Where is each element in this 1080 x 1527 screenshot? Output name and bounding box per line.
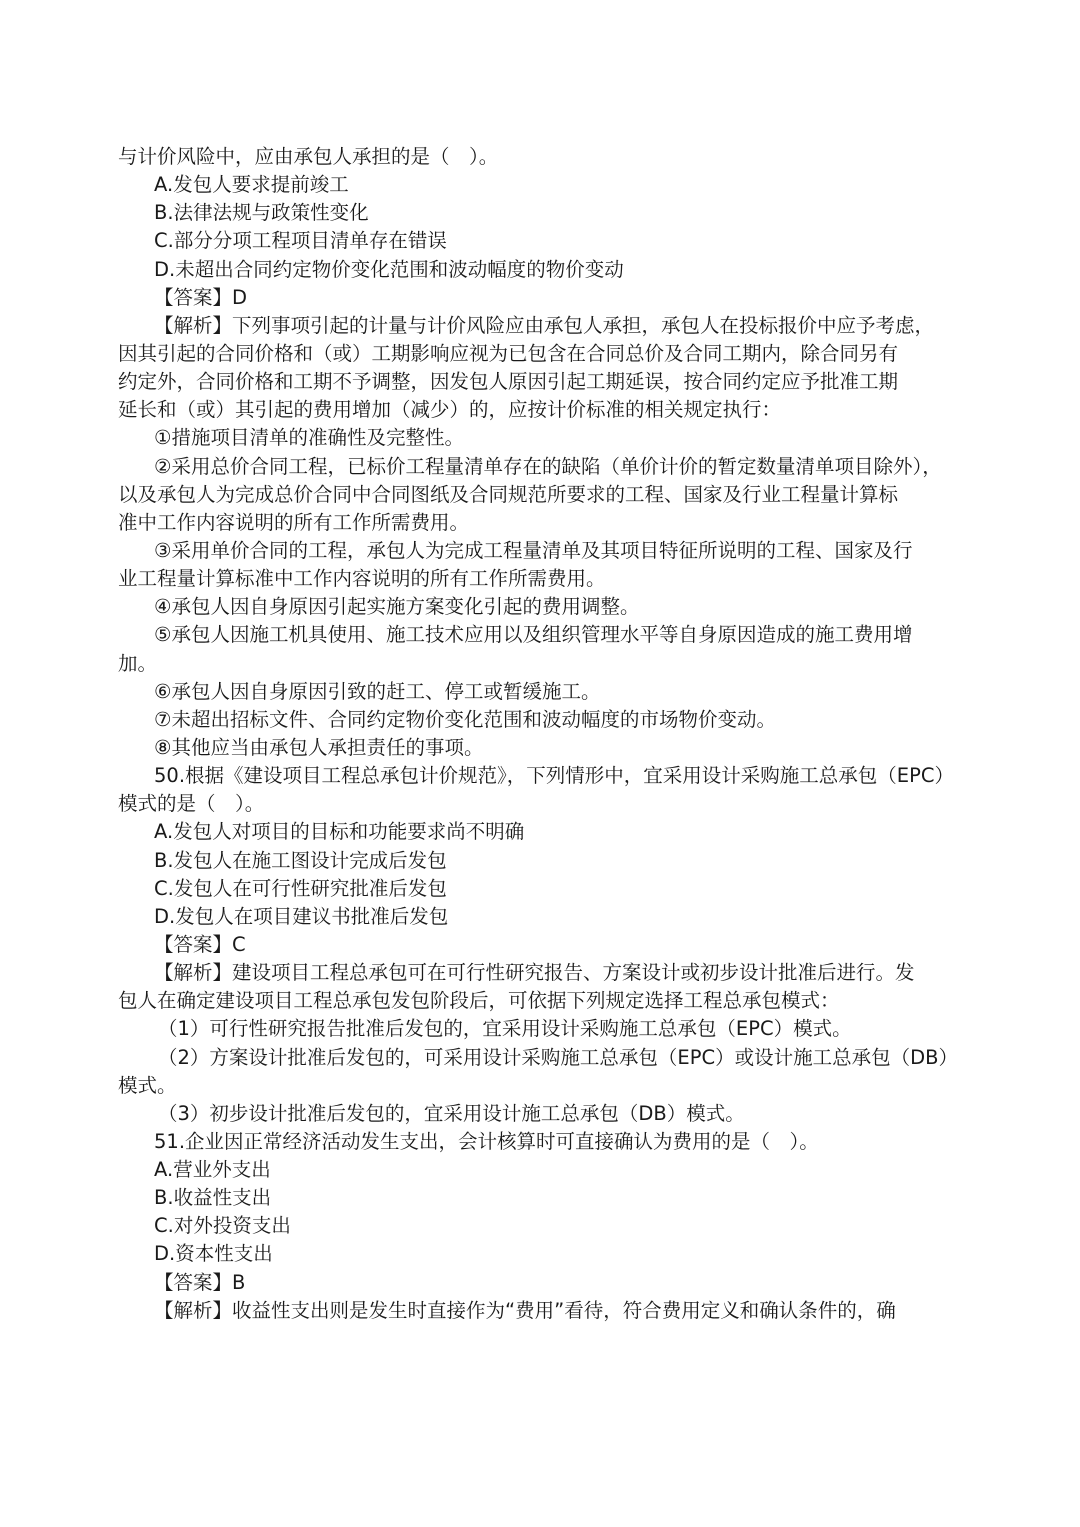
question-49-option-b: B.法律法规与政策性变化 bbox=[154, 201, 369, 225]
document-body bbox=[118, 143, 1002, 1325]
question-51-option-d: D.资本性支出 bbox=[154, 1242, 273, 1266]
question-50-option-c: C.发包人在可行性研究批准后发包 bbox=[154, 876, 447, 900]
question-49-list-item-2-cont: 准中工作内容说明的所有工作所需费用。 bbox=[118, 510, 470, 534]
question-49-explanation-line: 【解析】下列事项引起的计量与计价风险应由承包人承担，承包人在投标报价中应予考虑， bbox=[154, 313, 935, 337]
question-51-explanation-line: 【解析】收益性支出则是发生时直接作为“费用”看待，符合费用定义和确认条件的，确 bbox=[154, 1298, 896, 1322]
question-51-option-a: A.营业外支出 bbox=[154, 1158, 271, 1182]
question-49-list-item-7: ⑦未超出招标文件、合同约定物价变化范围和波动幅度的市场物价变动。 bbox=[154, 707, 776, 731]
question-50-answer: 【答案】C bbox=[154, 932, 246, 956]
question-50-list-item-3: （3）初步设计批准后发包的，宜采用设计施工总承包（DB）模式。 bbox=[158, 1101, 745, 1125]
question-50-explanation-line: 包人在确定建设项目工程总承包发包阶段后，可依据下列规定选择工程总承包模式： bbox=[118, 989, 840, 1013]
question-49-list-item-8: ⑧其他应当由承包人承担责任的事项。 bbox=[154, 735, 484, 759]
question-50-stem-cont: 模式的是（ ）。 bbox=[118, 792, 265, 816]
question-49-option-c: C.部分分项工程项目清单存在错误 bbox=[154, 229, 447, 253]
question-49-list-item-2-cont: 以及承包人为完成总价合同中合同图纸及合同规范所要求的工程、国家及行业工程量计算标 bbox=[118, 482, 899, 506]
question-49-list-item-6: ⑥承包人因自身原因引致的赶工、停工或暂缓施工。 bbox=[154, 679, 601, 703]
question-49-list-item-5-cont: 加。 bbox=[118, 651, 158, 675]
question-49-stem-tail: 与计价风险中，应由承包人承担的是（ ）。 bbox=[118, 145, 499, 168]
question-51-answer: 【答案】B bbox=[154, 1270, 246, 1294]
question-51-stem: 51.企业因正常经济活动发生支出，会计核算时可直接确认为费用的是（ ）。 bbox=[154, 1129, 819, 1153]
question-49-list-item-3-cont: 业工程量计算标准中工作内容说明的所有工作所需费用。 bbox=[118, 567, 606, 591]
question-50-explanation-line: 【解析】建设项目工程总承包可在可行性研究报告、方案设计或初步设计批准后进行。发 bbox=[154, 961, 915, 985]
question-49-list-item-5: ⑤承包人因施工机具使用、施工技术应用以及组织管理水平等自身原因造成的施工费用增 bbox=[154, 623, 913, 647]
question-50-list-item-2-cont: 模式。 bbox=[118, 1073, 177, 1097]
question-50-stem: 50.根据《建设项目工程总承包计价规范》，下列情形中，宜采用设计采购施工总承包（EPC） bbox=[154, 764, 954, 788]
question-50-option-d: D.发包人在项目建议书批准后发包 bbox=[154, 904, 449, 928]
question-49-option-d: D.未超出合同约定物价变化范围和波动幅度的物价变动 bbox=[154, 257, 624, 281]
question-50-option-a: A.发包人对项目的目标和功能要求尚不明确 bbox=[154, 820, 525, 844]
question-49-list-item-2: ②采用总价合同工程，已标价工程量清单存在的缺陷（单价计价的暂定数量清单项目除外）， bbox=[154, 454, 942, 478]
question-49-list-item-3: ③采用单价合同的工程，承包人为完成工程量清单及其项目特征所说明的工程、国家及行 bbox=[154, 538, 913, 562]
question-50-list-item-2: （2）方案设计批准后发包的，可采用设计采购施工总承包（EPC）或设计施工总承包（DB） bbox=[158, 1045, 958, 1069]
question-50-list-item-1: （1）可行性研究报告批准后发包的，宜采用设计采购施工总承包（EPC）模式。 bbox=[158, 1017, 852, 1041]
question-50-option-b: B.发包人在施工图设计完成后发包 bbox=[154, 848, 447, 872]
question-49-explanation-line: 延长和（或）其引起的费用增加（减少）的，应按计价标准的相关规定执行： bbox=[118, 398, 782, 422]
question-49-answer: 【答案】D bbox=[154, 285, 248, 309]
question-49-list-item-1: ①措施项目清单的准确性及完整性。 bbox=[154, 426, 464, 450]
question-49-option-a: A.发包人要求提前竣工 bbox=[154, 173, 349, 197]
question-51-option-b: B.收益性支出 bbox=[154, 1186, 272, 1210]
question-49-explanation-line: 因其引起的合同价格和（或）工期影响应视为已包含在合同总价及合同工期内，除合同另有 bbox=[118, 341, 899, 365]
question-49-explanation-line: 约定外，合同价格和工期不予调整，因发包人原因引起工期延误，按合同约定应予批准工期 bbox=[118, 370, 899, 394]
question-49-list-item-4: ④承包人因自身原因引起实施方案变化引起的费用调整。 bbox=[154, 595, 640, 619]
question-51-option-c: C.对外投资支出 bbox=[154, 1214, 291, 1238]
